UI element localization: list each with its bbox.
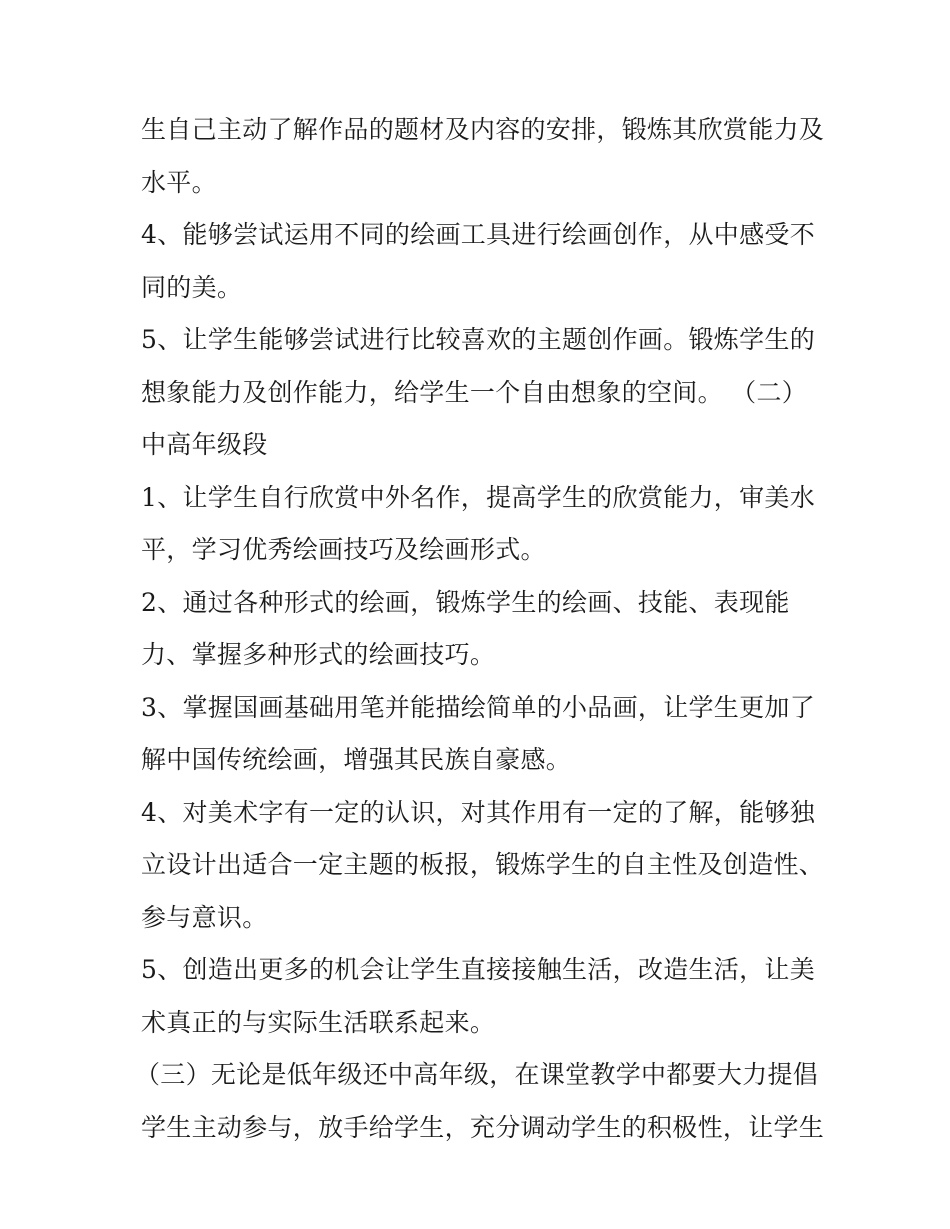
- list-item-5-line: 5、让学生能够尝试进行比较喜欢的主题创作画。锻炼学生的: [141, 325, 816, 354]
- list-item-4-line: 4、能够尝试运用不同的绘画工具进行绘画创作，从中感受不: [141, 220, 816, 249]
- document-body: [135, 104, 825, 1154]
- list-item-4-line: 4、对美术字有一定的认识，对其作用有一定的了解，能够独: [141, 797, 816, 827]
- list-item-4-line: 立设计出适合一定主题的板报，锻炼学生的自主性及创造性、: [141, 850, 825, 879]
- list-item-1-line: 平，学习优秀绘画技巧及绘画形式。: [141, 535, 546, 564]
- list-item-3-line: 3、掌握国画基础用笔并能描绘简单的小品画，让学生更加了: [141, 692, 816, 722]
- list-item-2-line: 力、掌握多种形式的绘画技巧。: [141, 640, 496, 669]
- section-heading-upper-grades: 中高年级段: [141, 430, 268, 459]
- list-item-2-line: 2、通过各种形式的绘画，锻炼学生的绘画、技能、表现能: [141, 587, 790, 617]
- section-three-line: 学生主动参与，放手给学生，充分调动学生的积极性，让学生: [141, 1112, 825, 1142]
- list-item-4-line: 参与意识。: [141, 902, 268, 932]
- text-line-continuation: 生自己主动了解作品的题材及内容的安排，锻炼其欣赏能力及: [141, 115, 825, 144]
- list-item-5-line: 5、创造出更多的机会让学生直接接触生活，改造生活，让美: [141, 955, 816, 984]
- text-line-continuation: 水平。: [141, 167, 217, 197]
- list-item-3-line: 解中国传统绘画，增强其民族自豪感。: [141, 745, 572, 774]
- section-three-line: （三）无论是低年级还中高年级，在课堂教学中都要大力提倡: [135, 1060, 819, 1089]
- list-item-4-line: 同的美。: [141, 272, 243, 302]
- list-item-5-line: 想象能力及创作能力，给学生一个自由想象的空间。 （二）: [141, 377, 808, 407]
- list-item-1-line: 1、让学生自行欣赏中外名作，提高学生的欣赏能力，审美水: [141, 482, 816, 512]
- list-item-5-line: 术真正的与实际生活联系起来。: [141, 1007, 496, 1037]
